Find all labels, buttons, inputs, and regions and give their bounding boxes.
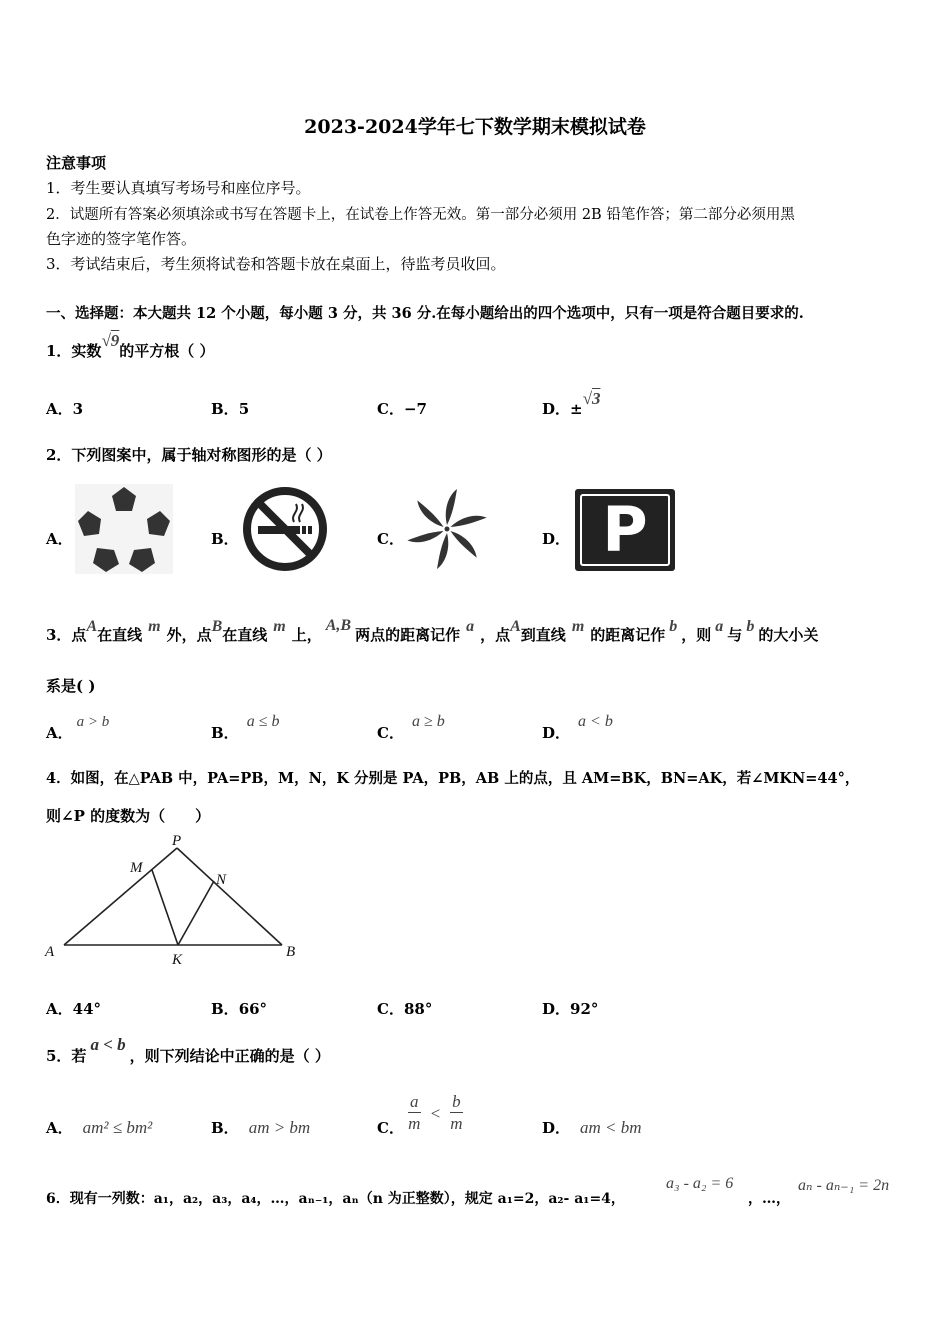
q6-separator: ，…， — [748, 1191, 790, 1207]
q2-stem: 2．下列图案中，属于轴对称图形的是（ ） — [46, 446, 332, 464]
q5-option-c-label[interactable]: C． — [377, 1119, 404, 1137]
notes-item-2: 2．试题所有答案必须填涂或书写在答题卡上，在试卷上作答无效。第一部分必须用 2B 铅笔作答；第二部分必须用黑 — [46, 207, 795, 223]
q2-label-c[interactable]: C． — [377, 530, 404, 548]
q5-option-a[interactable]: A． am² ≤ bm² — [46, 1118, 153, 1137]
q3-option-b[interactable]: B．a ≤ b — [211, 713, 280, 742]
q6-formula-2: aₙ - aₙ₋₁ = 2n — [798, 1177, 890, 1194]
notes-item-2-cont: 色字迹的签字笔作答。 — [46, 230, 197, 248]
label-m: M — [130, 860, 143, 876]
q4-stem: 4．如图，在△PAB 中，PA=PB，M，N，K 分别是 PA，PB，AB 上的点，且 AM=BK，BN=AK，若∠MKN=44°， — [46, 770, 860, 787]
triangle-figure — [42, 830, 302, 970]
q2-label-b[interactable]: B． — [211, 530, 239, 548]
pinwheel-figure[interactable] — [405, 484, 489, 574]
q3-stem-cont: 系是( ) — [46, 677, 96, 695]
notes-item-1: 1．考生要认真填写考场号和座位序号。 — [46, 179, 311, 197]
q1-pre: 1．实数 — [46, 342, 102, 360]
label-a: A — [45, 944, 55, 960]
parking-letter: P — [602, 493, 648, 566]
label-n: N — [216, 872, 227, 888]
q1-option-c[interactable]: C．−7 — [377, 400, 427, 418]
q3-option-d[interactable]: D．a < b — [542, 713, 613, 742]
q1-radicand: 9 — [110, 331, 120, 350]
pentagons-figure[interactable] — [75, 484, 173, 574]
q3-option-a[interactable]: A．a > b — [46, 714, 110, 742]
q1-d-sqrt: √3 — [582, 389, 601, 408]
parking-sign-icon[interactable] — [575, 489, 675, 571]
label-p: P — [172, 833, 182, 849]
q5-stem: 5．若a < b，则下列结论中正确的是（ ） — [46, 1035, 330, 1065]
q1-post: 的平方根（ ） — [119, 342, 215, 360]
q1-sqrt: √9 — [101, 331, 120, 350]
q3-option-c[interactable]: C．a ≥ b — [377, 713, 445, 742]
q2-label-d[interactable]: D． — [542, 530, 571, 548]
q4-stem-cont: 则∠P 的度数为（ ） — [46, 807, 211, 825]
q4-option-c[interactable]: C．88° — [377, 1000, 433, 1018]
q5-option-d[interactable]: D． am < bm — [542, 1118, 642, 1137]
q4-option-b[interactable]: B．66° — [211, 1000, 268, 1018]
q1-option-b[interactable]: B．5 — [211, 400, 250, 418]
q1-option-a[interactable]: A．3 — [46, 400, 84, 418]
q4-option-a[interactable]: A．44° — [46, 1000, 102, 1018]
q4-option-d[interactable]: D．92° — [542, 1000, 599, 1018]
q5-option-b[interactable]: B． am > bm — [211, 1118, 311, 1137]
q3-var-a-point: A — [86, 618, 98, 635]
label-k: K — [172, 952, 183, 968]
page-title: 2023-2024学年七下数学期末模拟试卷 — [304, 116, 646, 138]
q1-option-d[interactable]: D．±√3 — [542, 389, 601, 418]
q5-option-c-fraction[interactable]: $\frac{a}{m}$ < $\frac{b}{m}$ — [408, 1092, 463, 1133]
notes-item-3: 3．考试结束后，考生须将试卷和答题卡放在桌面上，待监考员收回。 — [46, 255, 506, 273]
q2-label-a[interactable]: A． — [46, 530, 73, 548]
q1-stem — [46, 331, 215, 361]
no-smoking-icon[interactable] — [240, 484, 332, 574]
section-heading: 一、选择题：本大题共 12 个小题，每小题 3 分，共 36 分.在每小题给出的四个选项中，只有一项是符合题目要求的. — [46, 305, 804, 322]
q3-stem: 3．点A在直线 m 外，点B在直线 m 上，A,B两点的距离记作 a ，点A到直线 m 的距离记作 b ，则 a 与 b 的大小关 — [46, 617, 819, 644]
notes-heading: 注意事项 — [46, 154, 107, 172]
q6-stem: 6．现有一列数：a₁，a₂，a₃，a₄，…，aₙ₋₁，aₙ（n 为正整数），规定 a₁=2，a₂- a₁=4， — [46, 1191, 625, 1207]
q6-formula-1: a₃ - a₂ = 6 — [666, 1175, 734, 1192]
label-b: B — [286, 944, 296, 960]
q5-condition: a < b — [90, 1035, 126, 1054]
